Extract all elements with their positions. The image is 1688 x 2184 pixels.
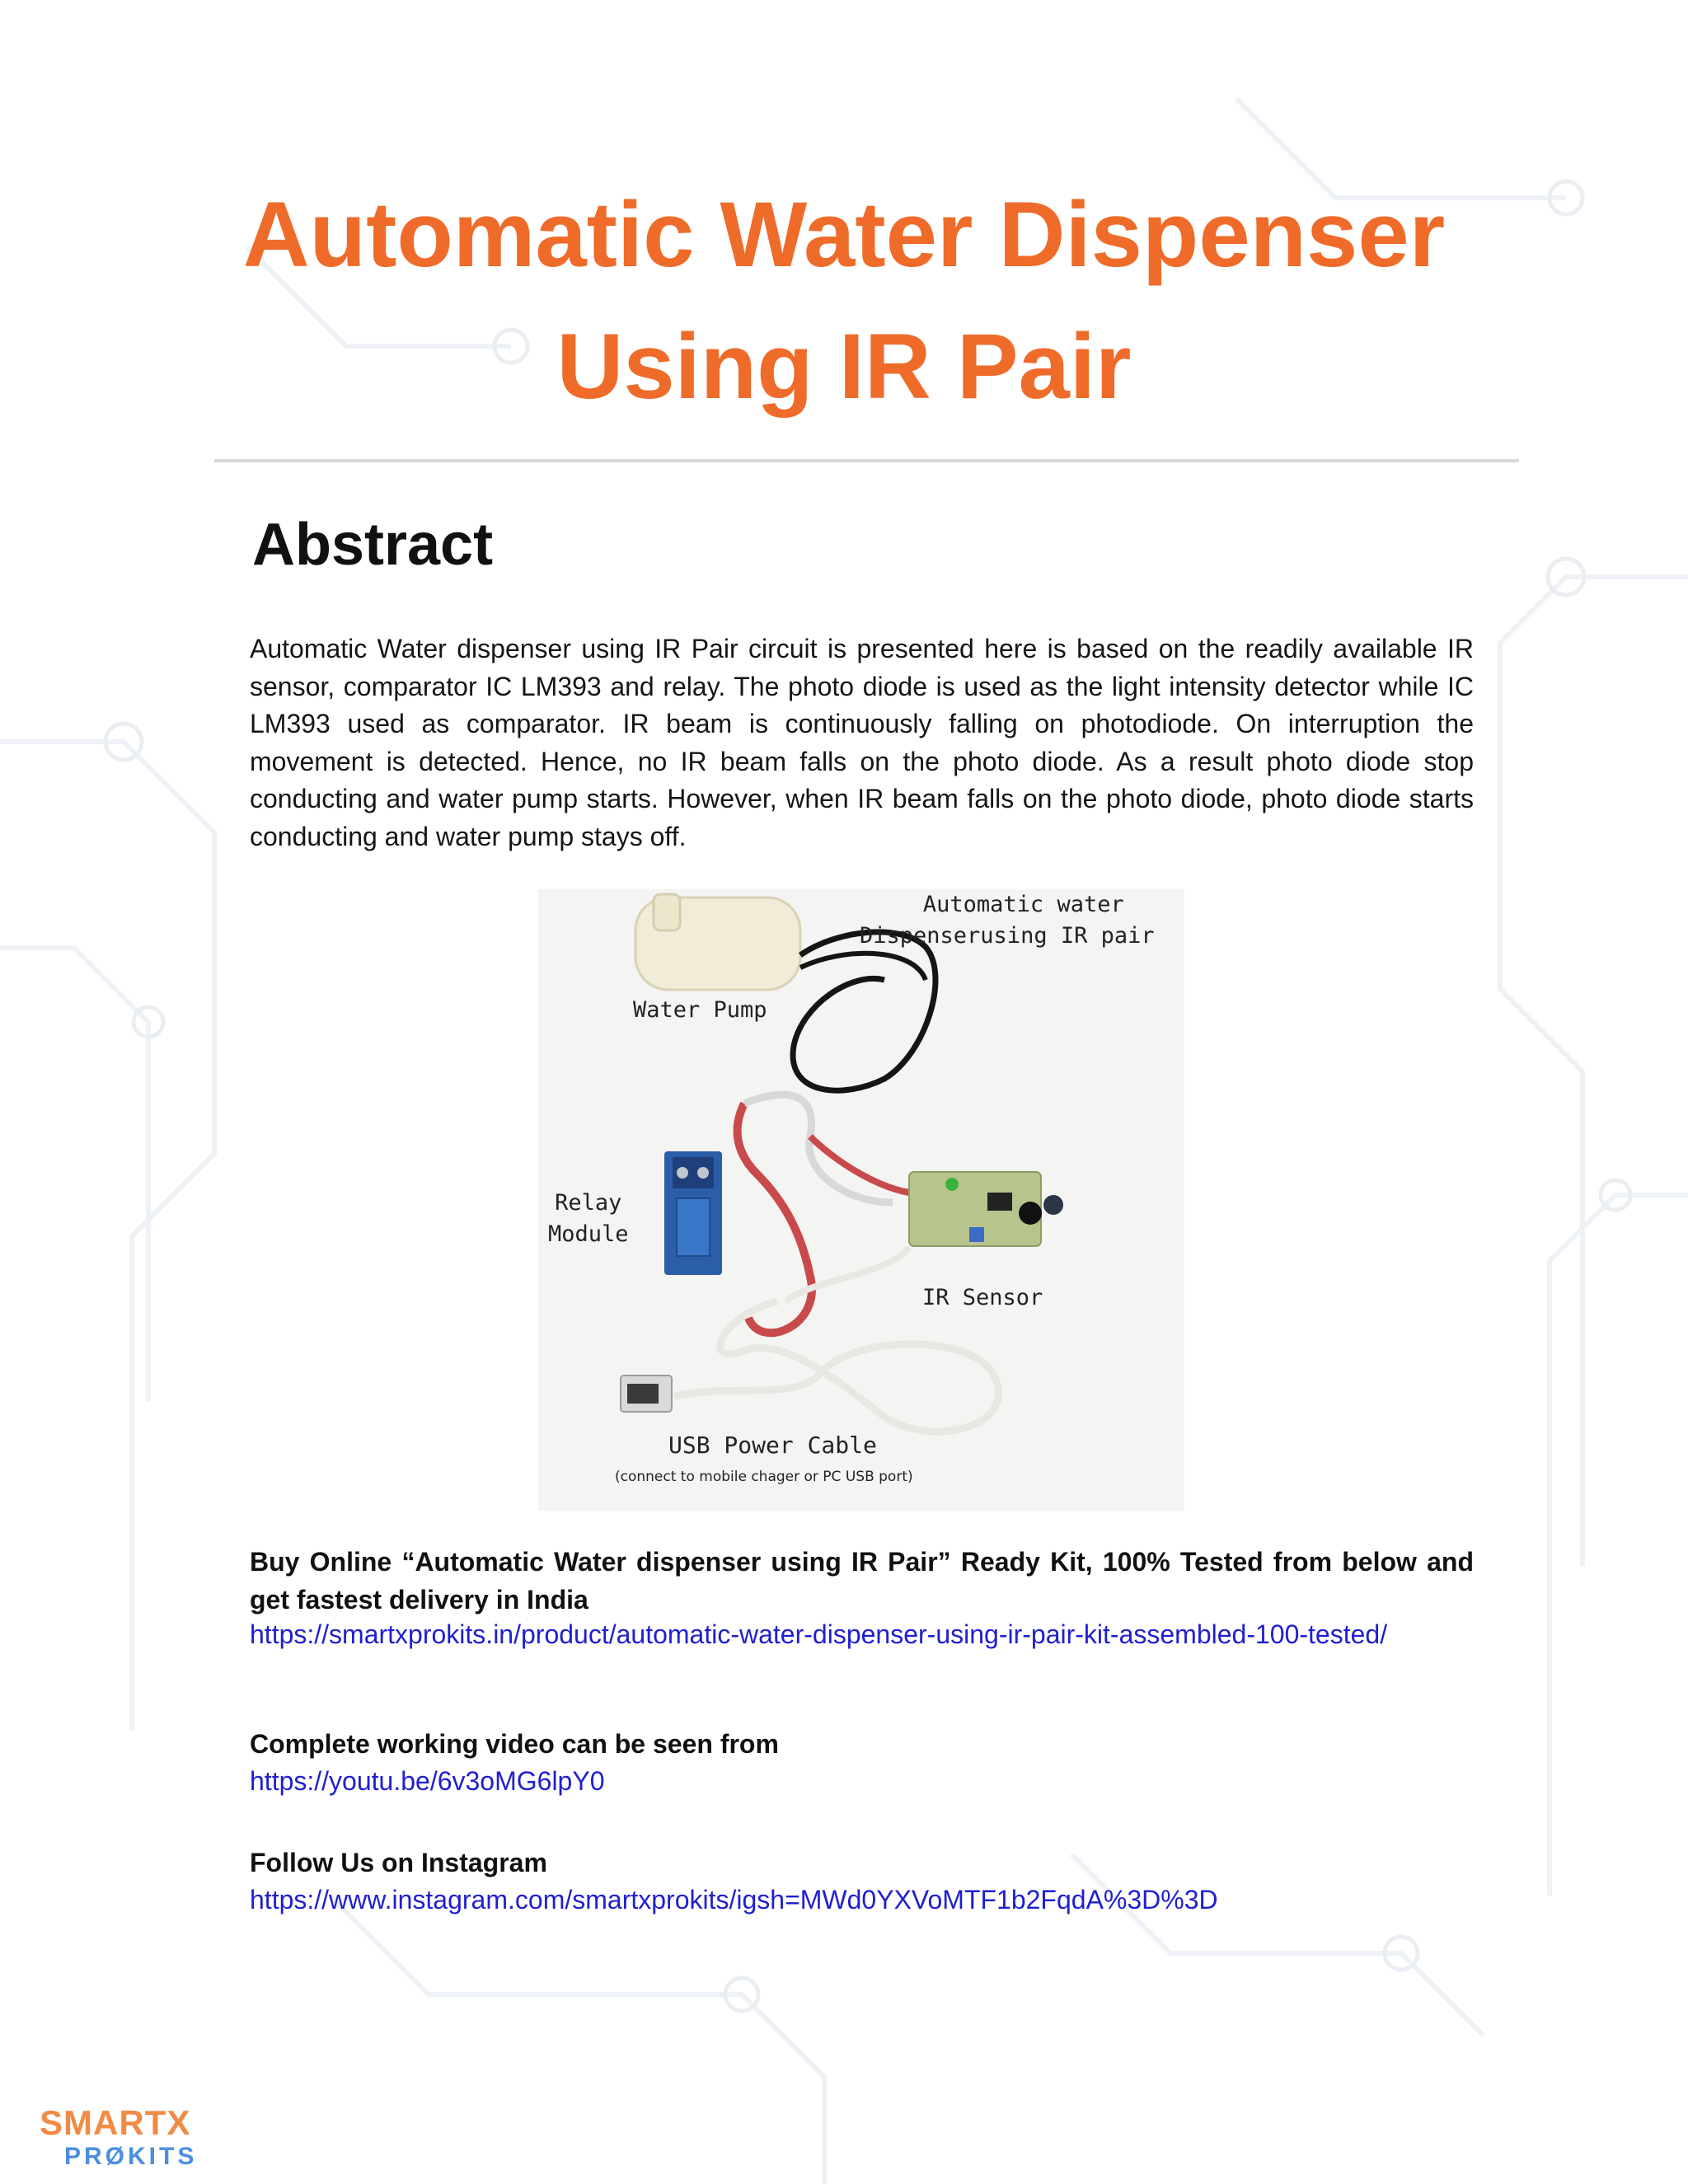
product-photo-illustration xyxy=(538,889,1184,1511)
buy-online-text: Buy Online “Automatic Water dispenser using IR Pair” Ready Kit, 100% Tested from below and get fastest delivery in India xyxy=(250,1547,1474,1615)
relay-module-label-line-2: Module xyxy=(548,1221,629,1247)
title-divider xyxy=(214,459,1519,462)
product-photo xyxy=(538,889,1184,1511)
logo-line-1: SMARTX xyxy=(40,2103,191,2142)
relay-module-label-line-1: Relay xyxy=(555,1190,622,1216)
buy-online-link[interactable]: https://smartxprokits.in/product/automatic-water-dispenser-using-ir-pair-kit-assembled-100-tested/ xyxy=(250,1619,1388,1649)
usb-cable-label: USB Power Cable xyxy=(668,1432,877,1459)
video-heading: Complete working video can be seen from xyxy=(250,1729,779,1759)
abstract-paragraph: Automatic Water dispenser using IR Pair circuit is presented here is based on the readily available IR sensor, comparator IC LM393 and relay. The photo diode is used as the light intensity detector while IC LM393 used as comparator. IR beam is continuously falling on photodiode. On interruption the movement is detected. Hence, no IR beam falls on the photo diode. As a result photo diode stop conducting and water pump starts. However, when IR beam falls on the photo diode, photo diode starts conducting and water pump stays off. xyxy=(250,634,1474,851)
instagram-heading: Follow Us on Instagram xyxy=(250,1848,547,1877)
instagram-link[interactable]: https://www.instagram.com/smartxprokits/igsh=MWd0YXVoMTF1b2FqdA%3D%3D xyxy=(250,1885,1218,1915)
water-pump-label: Water Pump xyxy=(633,997,767,1023)
ir-sensor-label: IR Sensor xyxy=(922,1285,1043,1310)
figure-title-line-2: Dispenserusing IR pair xyxy=(860,923,1155,949)
video-link[interactable]: https://youtu.be/6v3oMG6lpY0 xyxy=(250,1766,605,1796)
page-title-line-1: Automatic Water Dispenser xyxy=(242,183,1446,286)
abstract-heading: Abstract xyxy=(252,512,494,578)
page-title xyxy=(0,169,1688,433)
relay-module-label xyxy=(548,1188,629,1250)
figure-title xyxy=(860,889,1155,952)
page-title-line-2: Using IR Pair xyxy=(556,315,1132,418)
smartx-prokits-logo xyxy=(40,2103,237,2169)
figure-title-line-1: Automatic water xyxy=(922,892,1124,917)
usb-cable-note: (connect to mobile chager or PC USB port) xyxy=(615,1469,913,1485)
logo-line-2: PRØKITS xyxy=(64,2143,198,2170)
